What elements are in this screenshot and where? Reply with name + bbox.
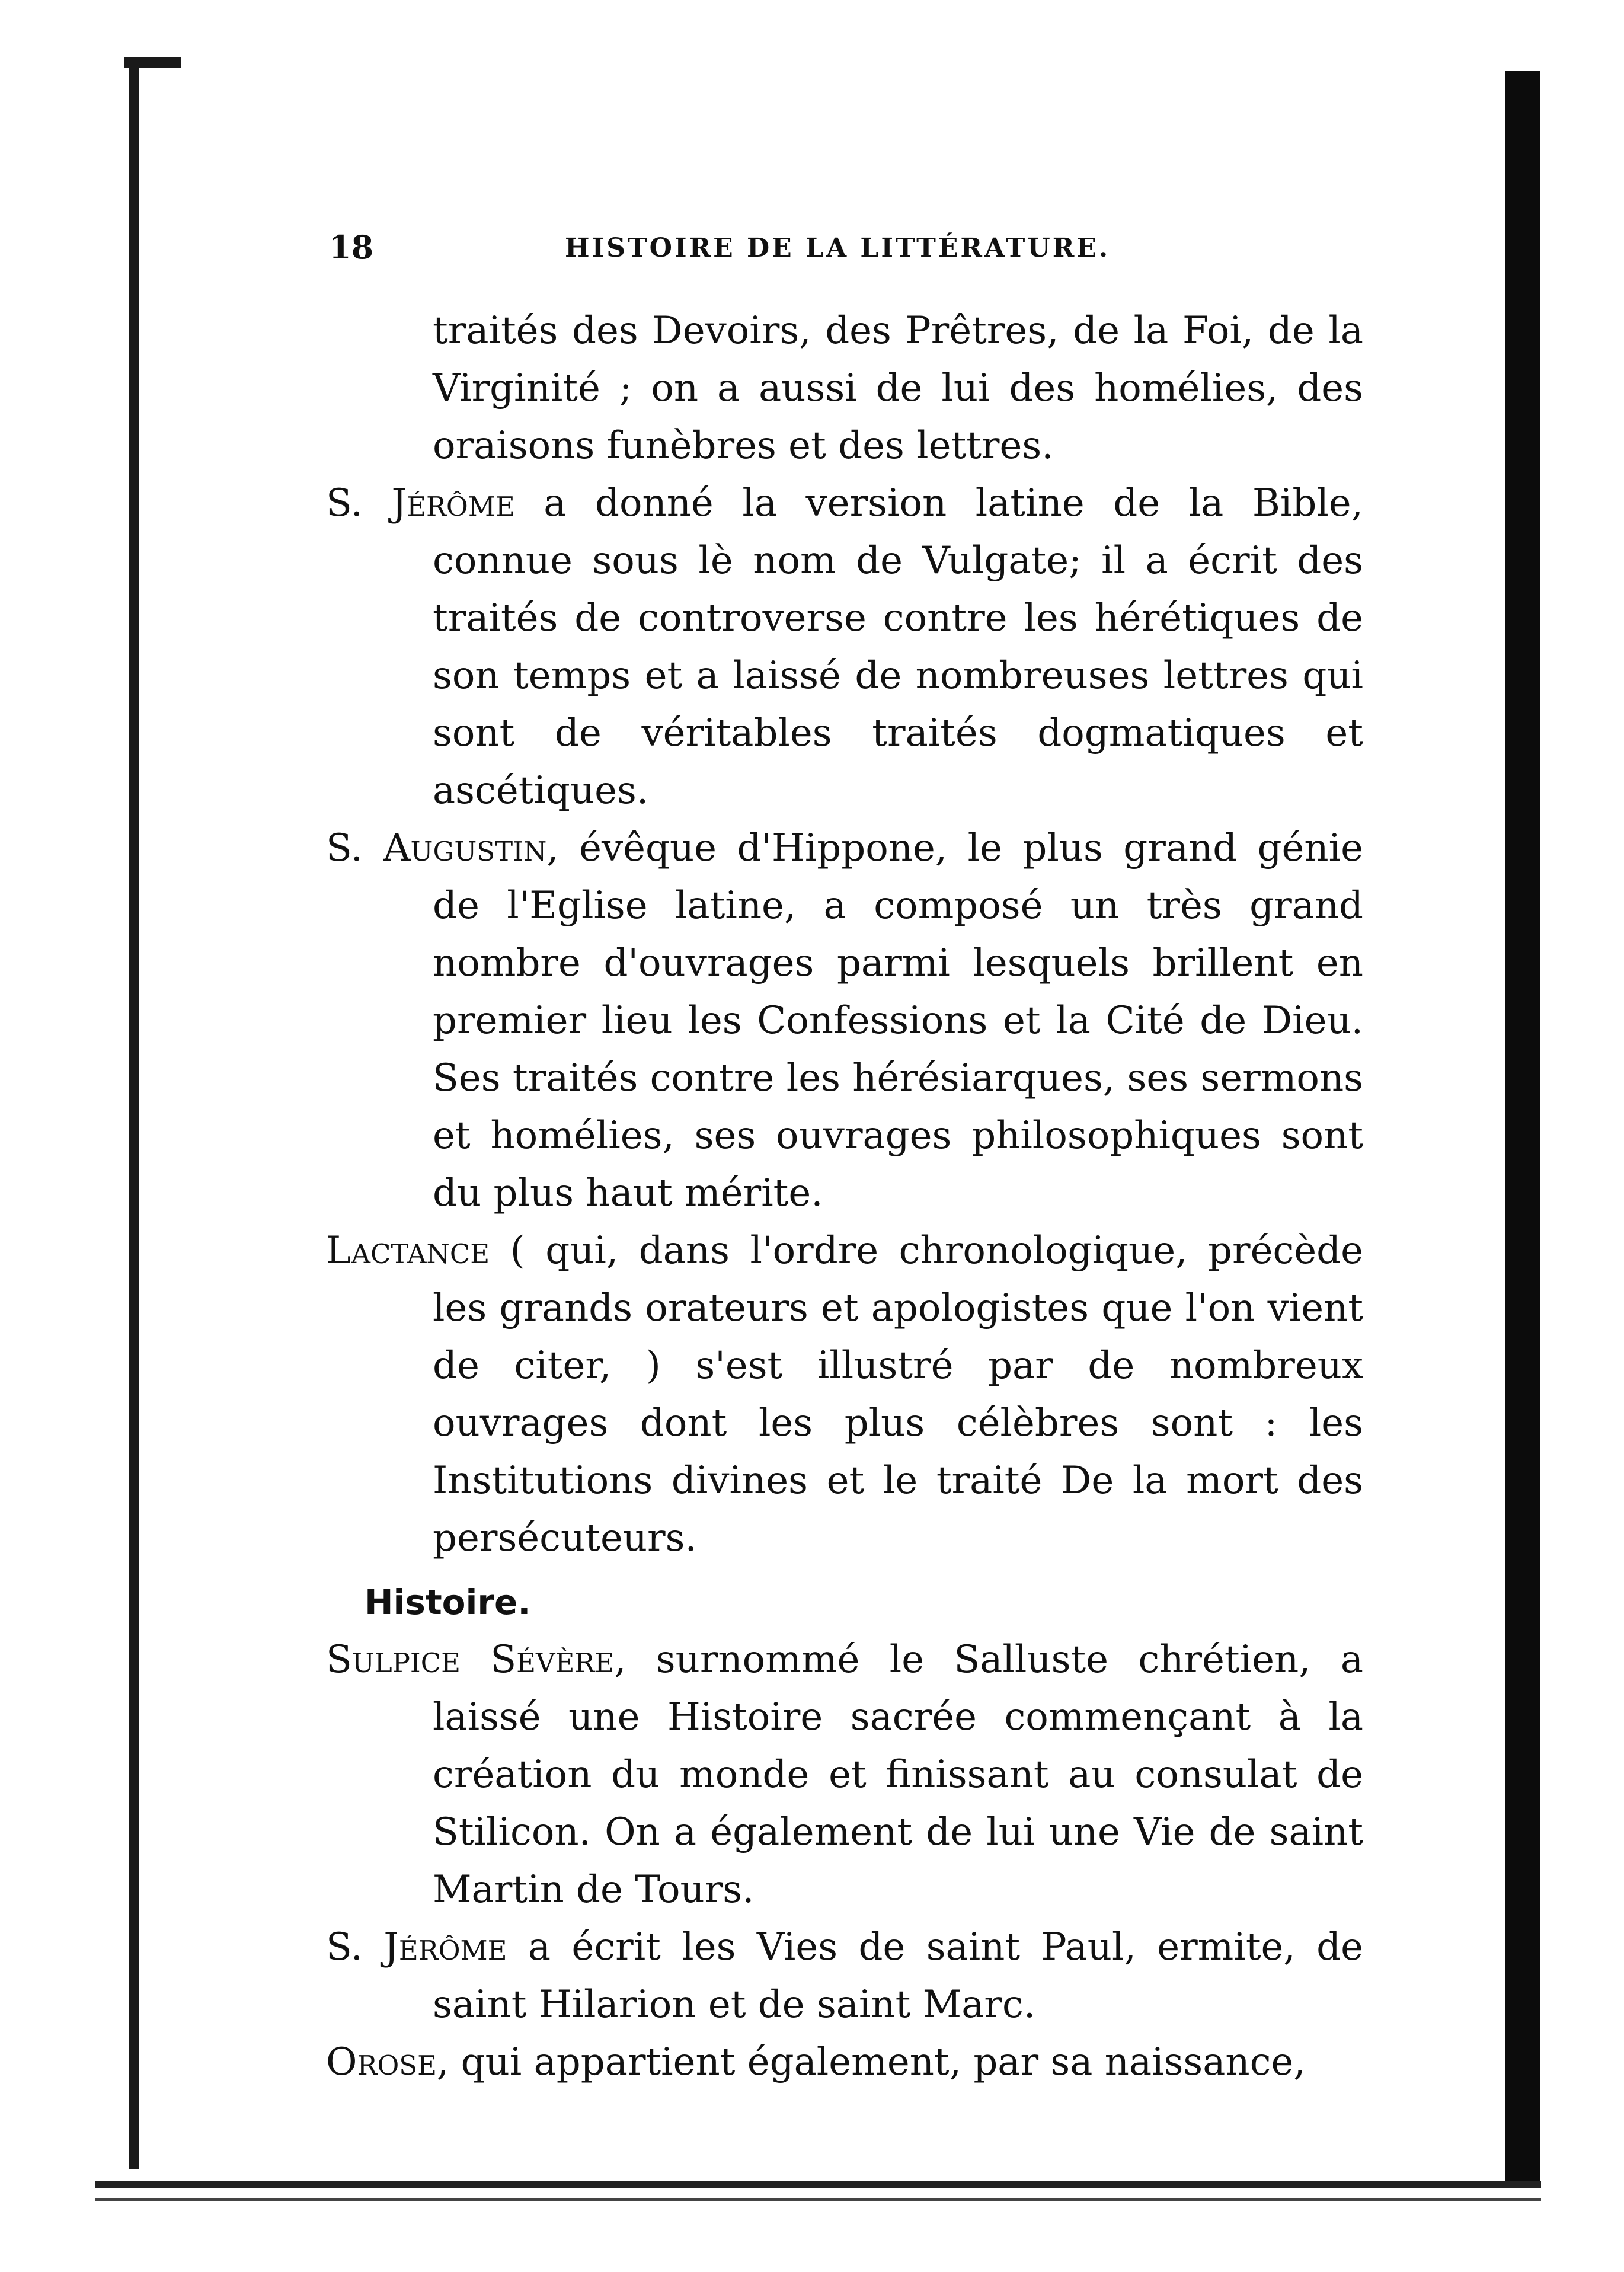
entry-jerome [326, 475, 1363, 820]
entry-text: , qui appartient également, par sa naissance, [436, 2040, 1306, 2084]
entry-continuation [326, 302, 1363, 475]
entry-author: S. Jérôme [326, 481, 515, 525]
entry-jerome-vies [326, 1919, 1363, 2034]
entry-text: ( qui, dans l'ordre chronologique, précède les grands orateurs et apologistes que l'on vient de citer, ) s'est illustré par de nombreux ouvrages dont les plus célèbres sont : les Institutions divines et le traité De la mort des persécuteurs. [433, 1229, 1364, 1560]
running-title: HISTOIRE DE LA LITTÉRATURE. [565, 233, 1111, 263]
running-header [329, 228, 1437, 270]
entry-text: traités des Devoirs, des Prêtres, de la Foi, de la Virginité ; on a aussi de lui des homélies, des oraisons funèbres et des lettres. [433, 309, 1363, 468]
scan-corner-mark [124, 57, 181, 68]
scan-bottom-edge [95, 2181, 1541, 2188]
entry-author: S. Augustin [326, 826, 547, 870]
entry-text: a donné la version latine de la Bible, connue sous lè nom de Vulgate; il a écrit des traités de controverse contre les hérétiques de son temps et a laissé de nombreuses lettres qui sont de véritables traités dogmatiques et ascétiques. [433, 481, 1363, 813]
entry-augustin [326, 820, 1363, 1222]
entry-orose [326, 2034, 1363, 2091]
entry-text: a écrit les Vies de saint Paul, ermite, de saint Hilarion et de saint Marc. [433, 1925, 1363, 2027]
scan-bottom-edge-lower [95, 2198, 1541, 2201]
entry-author: S. Jérôme [326, 1925, 507, 1969]
page-number: 18 [329, 228, 374, 266]
entry-text: , évêque d'Hippone, le plus grand génie de l'Eglise latine, a composé un très grand nombre d'ouvrages parmi lesquels brillent en premier lieu les Confessions et la Cité de Dieu. Ses traités contre les hérésiarques, ses sermons et homélies, ses ouvrages philosophiques sont du plus haut mérite. [433, 826, 1363, 1215]
entry-sulpice [326, 1631, 1363, 1919]
scan-right-border [1505, 71, 1540, 2181]
entry-lactance [326, 1222, 1363, 1567]
scan-left-border [129, 59, 139, 2169]
entry-author: Sulpice Sévère [326, 1638, 615, 1682]
entry-author: Orose [326, 2040, 437, 2084]
entry-text: , surnommé le Salluste chrétien, a laissé une Histoire sacrée commençant à la création du monde et finissant au consulat de Stilicon. On a également de lui une Vie de saint Martin de Tours. [433, 1638, 1363, 1912]
section-heading-histoire: Histoire. [365, 1582, 531, 1622]
page-body [326, 302, 1363, 2091]
entry-author: Lactance [326, 1229, 490, 1273]
